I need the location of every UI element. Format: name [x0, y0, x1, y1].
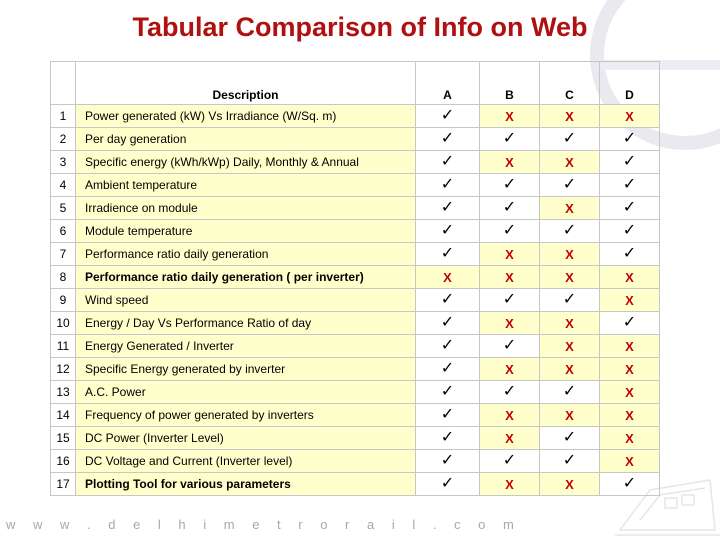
- check-glyph: ✓: [440, 245, 455, 262]
- table-header-row: [51, 62, 660, 105]
- cross-glyph: X: [505, 108, 514, 124]
- table-row: [51, 105, 660, 128]
- check-glyph: ✓: [562, 291, 577, 308]
- check-mark-icon: [540, 174, 600, 197]
- header-description: Description: [76, 62, 416, 105]
- cross-glyph: X: [443, 269, 452, 285]
- cross-glyph: X: [625, 108, 634, 124]
- row-number: 4: [51, 174, 76, 197]
- table-row: [51, 128, 660, 151]
- cross-glyph: X: [505, 476, 514, 492]
- cross-mark-icon: [600, 105, 660, 128]
- cross-mark-icon: [480, 404, 540, 427]
- row-description: Energy / Day Vs Performance Ratio of day: [76, 312, 416, 335]
- check-glyph: ✓: [440, 291, 455, 308]
- cross-mark-icon: [540, 358, 600, 381]
- cross-mark-icon: [480, 312, 540, 335]
- cross-mark-icon: [600, 427, 660, 450]
- row-description: Frequency of power generated by inverters: [76, 404, 416, 427]
- cross-mark-icon: [600, 335, 660, 358]
- check-mark-icon: [600, 243, 660, 266]
- cross-mark-icon: [600, 358, 660, 381]
- check-glyph: ✓: [440, 337, 455, 354]
- check-mark-icon: [540, 128, 600, 151]
- check-mark-icon: [480, 381, 540, 404]
- check-glyph: ✓: [502, 383, 517, 400]
- check-glyph: ✓: [562, 383, 577, 400]
- row-description: Power generated (kW) Vs Irradiance (W/Sq. m): [76, 105, 416, 128]
- row-number: 10: [51, 312, 76, 335]
- table-row: [51, 450, 660, 473]
- row-description: Per day generation: [76, 128, 416, 151]
- check-glyph: ✓: [502, 176, 517, 193]
- check-glyph: ✓: [440, 406, 455, 423]
- check-glyph: ✓: [440, 107, 455, 124]
- cross-glyph: X: [565, 108, 574, 124]
- check-mark-icon: [416, 151, 480, 174]
- check-glyph: ✓: [562, 222, 577, 239]
- check-mark-icon: [416, 450, 480, 473]
- check-mark-icon: [416, 174, 480, 197]
- check-glyph: ✓: [622, 153, 637, 170]
- check-mark-icon: [416, 197, 480, 220]
- table-row: [51, 381, 660, 404]
- check-glyph: ✓: [440, 383, 455, 400]
- check-mark-icon: [540, 220, 600, 243]
- check-mark-icon: [600, 151, 660, 174]
- header-number: [51, 62, 76, 105]
- row-description: DC Voltage and Current (Inverter level): [76, 450, 416, 473]
- check-glyph: ✓: [440, 130, 455, 147]
- row-number: 7: [51, 243, 76, 266]
- check-glyph: ✓: [502, 291, 517, 308]
- check-mark-icon: [416, 381, 480, 404]
- cross-glyph: X: [565, 154, 574, 170]
- table-row: [51, 404, 660, 427]
- row-number: 1: [51, 105, 76, 128]
- check-glyph: ✓: [502, 222, 517, 239]
- check-glyph: ✓: [622, 130, 637, 147]
- table-row: [51, 312, 660, 335]
- header-d: D: [600, 62, 660, 105]
- cross-glyph: X: [565, 315, 574, 331]
- row-number: 17: [51, 473, 76, 496]
- row-number: 5: [51, 197, 76, 220]
- check-mark-icon: [480, 128, 540, 151]
- check-mark-icon: [600, 312, 660, 335]
- check-mark-icon: [540, 427, 600, 450]
- cross-glyph: X: [625, 453, 634, 469]
- check-mark-icon: [600, 174, 660, 197]
- check-glyph: ✓: [622, 314, 637, 331]
- check-glyph: ✓: [562, 176, 577, 193]
- cross-glyph: X: [625, 384, 634, 400]
- slide-title: Tabular Comparison of Info on Web: [132, 12, 588, 42]
- table-row: [51, 266, 660, 289]
- check-glyph: ✓: [562, 130, 577, 147]
- check-mark-icon: [600, 128, 660, 151]
- check-glyph: ✓: [440, 314, 455, 331]
- row-number: 8: [51, 266, 76, 289]
- cross-mark-icon: [540, 151, 600, 174]
- check-glyph: ✓: [502, 452, 517, 469]
- row-description: A.C. Power: [76, 381, 416, 404]
- check-mark-icon: [416, 335, 480, 358]
- cross-glyph: X: [625, 407, 634, 423]
- check-mark-icon: [480, 335, 540, 358]
- check-mark-icon: [600, 197, 660, 220]
- check-glyph: ✓: [440, 176, 455, 193]
- row-description: Specific Energy generated by inverter: [76, 358, 416, 381]
- cross-glyph: X: [505, 154, 514, 170]
- check-mark-icon: [480, 197, 540, 220]
- table-row: [51, 473, 660, 496]
- row-description: Ambient temperature: [76, 174, 416, 197]
- check-mark-icon: [416, 427, 480, 450]
- cross-mark-icon: [600, 266, 660, 289]
- table-row: [51, 197, 660, 220]
- cross-glyph: X: [565, 361, 574, 377]
- cross-glyph: X: [565, 200, 574, 216]
- cross-glyph: X: [565, 246, 574, 262]
- check-mark-icon: [540, 450, 600, 473]
- row-description: Performance ratio daily generation: [76, 243, 416, 266]
- table-row: [51, 427, 660, 450]
- row-description: Performance ratio daily generation ( per inverter): [76, 266, 416, 289]
- check-glyph: ✓: [622, 176, 637, 193]
- cross-mark-icon: [480, 427, 540, 450]
- table-row: [51, 358, 660, 381]
- row-number: 9: [51, 289, 76, 312]
- cross-glyph: X: [625, 292, 634, 308]
- row-number: 13: [51, 381, 76, 404]
- cross-glyph: X: [625, 361, 634, 377]
- table-row: [51, 174, 660, 197]
- cross-glyph: X: [505, 315, 514, 331]
- cross-glyph: X: [565, 407, 574, 423]
- check-mark-icon: [416, 404, 480, 427]
- cross-glyph: X: [625, 269, 634, 285]
- comparison-table: [50, 61, 660, 496]
- check-mark-icon: [540, 289, 600, 312]
- check-glyph: ✓: [622, 475, 637, 492]
- row-description: Plotting Tool for various parameters: [76, 473, 416, 496]
- check-glyph: ✓: [562, 452, 577, 469]
- cross-glyph: X: [625, 430, 634, 446]
- cross-mark-icon: [480, 266, 540, 289]
- check-glyph: ✓: [502, 199, 517, 216]
- check-glyph: ✓: [440, 429, 455, 446]
- cross-glyph: X: [505, 407, 514, 423]
- header-c: C: [540, 62, 600, 105]
- cross-glyph: X: [505, 430, 514, 446]
- header-a: A: [416, 62, 480, 105]
- row-description: Specific energy (kWh/kWp) Daily, Monthly & Annual: [76, 151, 416, 174]
- row-description: Module temperature: [76, 220, 416, 243]
- row-description: Energy Generated / Inverter: [76, 335, 416, 358]
- check-mark-icon: [416, 105, 480, 128]
- table-row: [51, 289, 660, 312]
- check-mark-icon: [480, 289, 540, 312]
- row-number: 6: [51, 220, 76, 243]
- check-mark-icon: [416, 289, 480, 312]
- check-mark-icon: [416, 220, 480, 243]
- cross-mark-icon: [540, 404, 600, 427]
- check-mark-icon: [416, 128, 480, 151]
- check-mark-icon: [480, 174, 540, 197]
- row-number: 12: [51, 358, 76, 381]
- check-mark-icon: [416, 243, 480, 266]
- cross-mark-icon: [600, 381, 660, 404]
- check-mark-icon: [480, 220, 540, 243]
- row-number: 15: [51, 427, 76, 450]
- cross-mark-icon: [540, 335, 600, 358]
- cross-mark-icon: [540, 266, 600, 289]
- cross-mark-icon: [600, 289, 660, 312]
- check-glyph: ✓: [440, 153, 455, 170]
- check-glyph: ✓: [622, 245, 637, 262]
- row-number: 2: [51, 128, 76, 151]
- table-row: [51, 335, 660, 358]
- cross-mark-icon: [480, 358, 540, 381]
- cross-glyph: X: [505, 361, 514, 377]
- check-glyph: ✓: [440, 222, 455, 239]
- check-glyph: ✓: [622, 222, 637, 239]
- cross-mark-icon: [600, 404, 660, 427]
- row-description: Wind speed: [76, 289, 416, 312]
- cross-mark-icon: [540, 473, 600, 496]
- cross-mark-icon: [480, 105, 540, 128]
- cross-mark-icon: [540, 312, 600, 335]
- check-glyph: ✓: [440, 199, 455, 216]
- table-row: [51, 151, 660, 174]
- cross-mark-icon: [480, 151, 540, 174]
- check-glyph: ✓: [562, 429, 577, 446]
- footer-url: w w w . d e l h i m e t r o r a i l . c o m: [6, 517, 521, 532]
- check-mark-icon: [600, 220, 660, 243]
- cross-glyph: X: [565, 269, 574, 285]
- cross-mark-icon: [540, 105, 600, 128]
- check-glyph: ✓: [440, 452, 455, 469]
- cross-mark-icon: [540, 243, 600, 266]
- check-mark-icon: [416, 358, 480, 381]
- row-description: Irradience on module: [76, 197, 416, 220]
- row-number: 14: [51, 404, 76, 427]
- check-glyph: ✓: [622, 199, 637, 216]
- check-glyph: ✓: [502, 337, 517, 354]
- cross-mark-icon: [540, 197, 600, 220]
- cross-mark-icon: [480, 243, 540, 266]
- check-mark-icon: [480, 450, 540, 473]
- check-glyph: ✓: [440, 360, 455, 377]
- row-number: 16: [51, 450, 76, 473]
- cross-glyph: X: [565, 338, 574, 354]
- row-number: 11: [51, 335, 76, 358]
- check-mark-icon: [416, 473, 480, 496]
- comparison-table-body: [51, 62, 660, 496]
- cross-mark-icon: [416, 266, 480, 289]
- cross-glyph: X: [565, 476, 574, 492]
- check-glyph: ✓: [502, 130, 517, 147]
- row-description: DC Power (Inverter Level): [76, 427, 416, 450]
- check-mark-icon: [540, 381, 600, 404]
- train-watermark-icon: [610, 450, 720, 540]
- check-glyph: ✓: [440, 475, 455, 492]
- check-mark-icon: [416, 312, 480, 335]
- cross-glyph: X: [505, 269, 514, 285]
- row-number: 3: [51, 151, 76, 174]
- table-row: [51, 220, 660, 243]
- cross-glyph: X: [505, 246, 514, 262]
- header-b: B: [480, 62, 540, 105]
- cross-glyph: X: [625, 338, 634, 354]
- cross-mark-icon: [480, 473, 540, 496]
- table-row: [51, 243, 660, 266]
